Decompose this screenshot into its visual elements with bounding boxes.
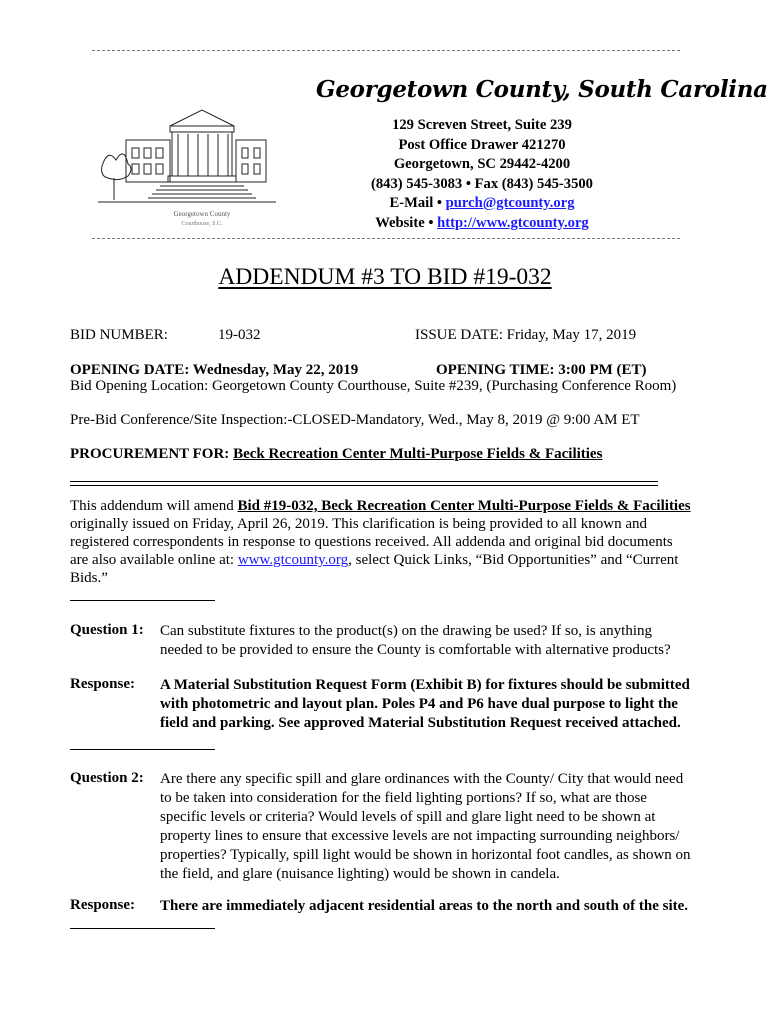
response-line: A Material Substitution Request Form (Exhibit B) for fixtures should be submitted xyxy=(160,677,690,693)
question-line: specific levels or criteria? Would levels of spill and glare light need to be shown at xyxy=(160,809,656,825)
document-title xyxy=(0,264,770,291)
intro-text: are also available online at: xyxy=(70,552,238,568)
separator-rule xyxy=(70,749,215,750)
intro-text: , select Quick Links, “Bid Opportunities” and “Current xyxy=(348,552,679,568)
question-line: properties? Typically, spill light would be shown in horizontal foot candles, as shown on xyxy=(160,847,691,863)
procurement-label: PROCUREMENT FOR: xyxy=(70,446,230,462)
email-link[interactable]: purch@gtcounty.org xyxy=(445,195,575,211)
response-line: field and parking. See approved Material Substitution Request received attached. xyxy=(160,715,681,731)
website-line xyxy=(348,214,616,234)
intro-line-5: Bids.” xyxy=(70,570,108,586)
bid-number-value: 19-032 xyxy=(218,327,261,343)
title-text: ADDENDUM #3 TO BID #19-032 xyxy=(218,264,552,290)
address-line: 129 Screven Street, Suite 239 xyxy=(392,117,572,133)
question-1-label: Question 1: xyxy=(70,622,144,638)
phone-fax-line: (843) 545-3083 • Fax (843) 545-3500 xyxy=(371,175,593,192)
response-1-label: Response: xyxy=(70,676,136,692)
website-label: Website • xyxy=(375,214,438,231)
email-label: E-Mail • xyxy=(389,195,446,211)
opening-date: OPENING DATE: Wednesday, May 22, 2019 xyxy=(70,362,359,378)
separator-rule xyxy=(70,600,215,601)
address-line: Georgetown, SC 29442-4200 xyxy=(393,156,571,172)
intro-bid-reference: Bid #19-032, Beck Recreation Center Multi-Purpose Fields & Facilities xyxy=(237,498,691,514)
intro-line-4 xyxy=(70,551,710,570)
question-line: needed to be provided to ensure the County is comfortable with alternative products? xyxy=(160,642,671,658)
response-1-text xyxy=(160,676,708,733)
gtcounty-link[interactable]: www.gtcounty.org xyxy=(237,552,349,568)
intro-line-3: registered correspondents in response to questions received. All addenda and original bid documents xyxy=(70,534,673,550)
prebid-conference: Pre-Bid Conference/Site Inspection:-CLOSED-Mandatory, Wed., May 8, 2019 @ 9:00 AM ET xyxy=(70,412,640,428)
question-line: Are there any specific spill and glare ordinances with the County/ City that would need xyxy=(160,771,684,787)
question-line: property lines to ensure that excessive levels are not impacting surrounding neighbors/ xyxy=(160,828,680,844)
address-line: Post Office Drawer 421270 xyxy=(398,136,566,153)
section-double-rule xyxy=(70,481,658,486)
response-line: There are immediately adjacent residential areas to the north and south of the site. xyxy=(160,898,689,914)
logo-caption-1: Georgetown County xyxy=(173,210,231,218)
header-top-rule xyxy=(92,50,680,51)
organization-name: Georgetown County, South Carolina xyxy=(316,76,768,103)
question-line: to be taken into consideration for the field lighting portions? If so, what are those xyxy=(160,790,647,806)
email-line xyxy=(348,194,616,214)
header-bottom-rule xyxy=(92,238,680,239)
contact-block xyxy=(348,116,616,233)
opening-location: Bid Opening Location: Georgetown County Courthouse, Suite #239, (Purchasing Conference Room) xyxy=(70,378,677,394)
issue-date: ISSUE DATE: Friday, May 17, 2019 xyxy=(415,327,637,343)
question-line: the field, and glare (nuisance lighting) would be shown in candela. xyxy=(160,866,560,882)
bid-number-label: BID NUMBER: xyxy=(70,327,168,343)
procurement-value: Beck Recreation Center Multi-Purpose Fields & Facilities xyxy=(233,446,603,462)
opening-time: OPENING TIME: 3:00 PM (ET) xyxy=(436,362,647,378)
intro-line-2: originally issued on Friday, April 26, 2019. This clarification is being provided to all known and xyxy=(70,516,648,532)
procurement-line xyxy=(70,445,710,464)
response-2-text xyxy=(160,897,708,916)
intro-line-1 xyxy=(70,497,710,516)
question-line: Can substitute fixtures to the product(s) on the drawing be used? If so, is anything xyxy=(160,623,652,639)
question-1-text xyxy=(160,622,708,660)
intro-text: This addendum will amend xyxy=(70,498,238,514)
response-line: with photometric and layout plan. Poles P4 and P6 have dual purpose to light the xyxy=(160,696,678,712)
question-2-label: Question 2: xyxy=(70,770,144,786)
website-link[interactable]: http://www.gtcounty.org xyxy=(437,214,589,231)
question-2-text xyxy=(160,770,708,884)
logo-caption-2: Courthouse, S.C. xyxy=(181,221,223,227)
response-2-label: Response: xyxy=(70,897,136,913)
separator-rule xyxy=(70,928,215,929)
courthouse-logo xyxy=(98,96,276,230)
